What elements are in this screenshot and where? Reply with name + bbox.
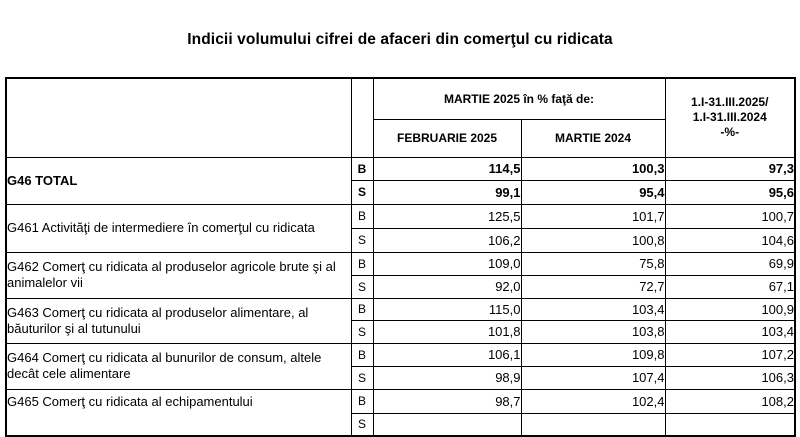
value-cell: 108,2 [665,389,795,413]
value-cell: 103,8 [521,320,665,343]
value-cell: 95,6 [665,180,795,204]
value-cell [521,413,665,436]
value-cell: 92,0 [373,275,521,298]
value-cell: 125,5 [373,204,521,228]
table-row [6,252,795,275]
turnover-index-table [5,77,796,437]
value-cell: 69,9 [665,252,795,275]
value-cell [373,413,521,436]
row-label: G464 Comerţ cu ridicata al bunurilor de consum, altele decât cele alimentare [6,343,351,389]
value-cell: 75,8 [521,252,665,275]
row-label: G461 Activităţi de intermediere în comerţul cu ridicata [6,204,351,252]
flag-s: S [351,228,373,252]
table-row [6,343,795,366]
flag-b: B [351,298,373,320]
table-row [6,157,795,180]
table-row [6,298,795,320]
value-cell: 67,1 [665,275,795,298]
value-cell: 99,1 [373,180,521,204]
table-row [6,204,795,228]
cumulative-header-line3: -%- [720,125,740,140]
col-header-mar: MARTIE 2024 [521,119,665,157]
flag-header-cell [351,78,373,157]
value-cell: 114,5 [373,157,521,180]
value-cell: 101,7 [521,204,665,228]
value-cell: 101,8 [373,320,521,343]
value-cell: 100,7 [665,204,795,228]
value-cell: 106,3 [665,366,795,389]
flag-b: B [351,157,373,180]
value-cell: 72,7 [521,275,665,298]
flag-s: S [351,275,373,298]
value-cell: 104,6 [665,228,795,252]
value-cell: 109,0 [373,252,521,275]
value-cell: 103,4 [521,298,665,320]
cumulative-header-line2: 1.I-31.III.2024 [692,110,767,125]
value-cell: 100,9 [665,298,795,320]
value-cell: 95,4 [521,180,665,204]
value-cell: 107,2 [665,343,795,366]
flag-b: B [351,204,373,228]
flag-b: B [351,252,373,275]
flag-s: S [351,320,373,343]
col-header-feb: FEBRUARIE 2025 [373,119,521,157]
page-title: Indicii volumului cifrei de afaceri din comerţul cu ridicata [187,31,613,48]
value-cell: 98,7 [373,389,521,413]
cumulative-header-line1: 1.I-31.III.2025/ [691,95,769,110]
value-cell: 109,8 [521,343,665,366]
flag-b: B [351,389,373,413]
row-label: G462 Comerţ cu ridicata al produselor agricole brute şi al animalelor vii [6,252,351,298]
value-cell: 107,4 [521,366,665,389]
flag-s: S [351,180,373,204]
table-row [6,389,795,413]
value-cell: 98,9 [373,366,521,389]
cumulative-header [665,78,795,157]
value-cell: 115,0 [373,298,521,320]
flag-s: S [351,366,373,389]
row-label: G46 TOTAL [6,157,351,204]
value-cell: 106,1 [373,343,521,366]
flag-b: B [351,343,373,366]
value-cell: 97,3 [665,157,795,180]
value-cell [665,413,795,436]
flag-s: S [351,413,373,436]
value-cell: 100,3 [521,157,665,180]
value-cell: 103,4 [665,320,795,343]
group-header: MARTIE 2025 în % faţă de: [373,78,665,119]
row-label: G463 Comerţ cu ridicata al produselor alimentare, al băuturilor şi al tutunului [6,298,351,343]
indicator-header-cell [6,78,351,157]
value-cell: 106,2 [373,228,521,252]
value-cell: 102,4 [521,389,665,413]
row-label: G465 Comerţ cu ridicata al echipamentului [6,389,351,436]
value-cell: 100,8 [521,228,665,252]
